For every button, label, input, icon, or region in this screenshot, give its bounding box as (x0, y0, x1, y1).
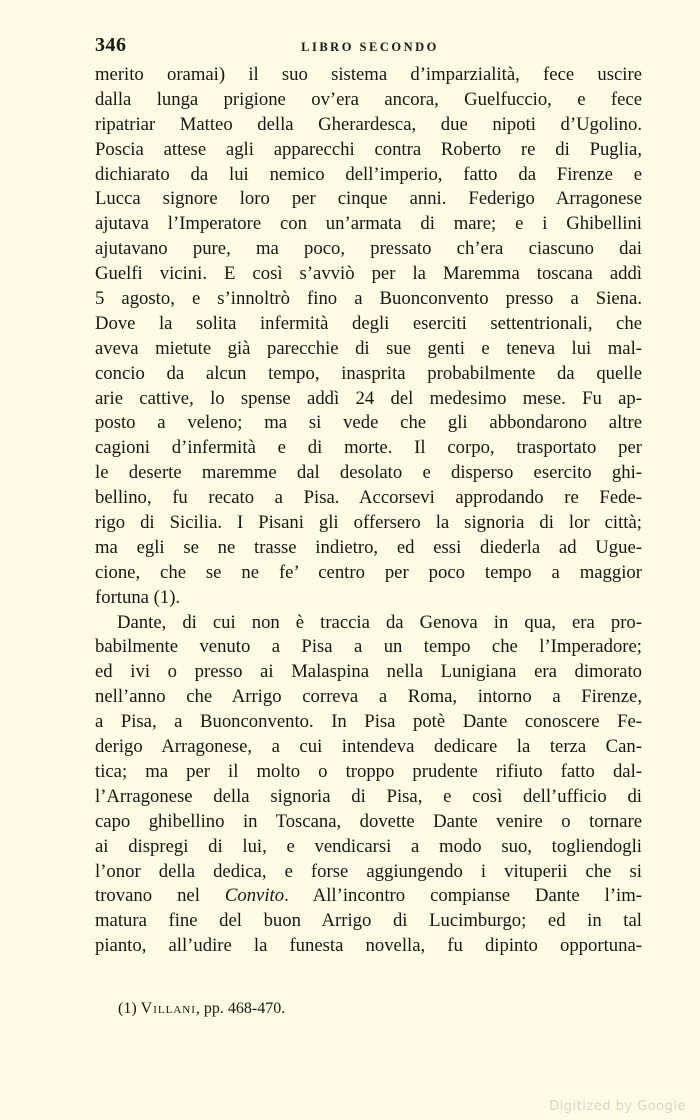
text-line: ma egli se ne trasse indietro, ed essi diederla ad Ugue- (95, 536, 642, 558)
text-run: . All’incontro compianse Dante l’im- (284, 885, 642, 907)
text-line: aveva mietute già parecchie di sue genti e teneva lui mal- (95, 337, 642, 359)
text-line: matura fine del buon Arrigo di Lucimburgo; ed in tal (95, 910, 642, 932)
page-header (95, 34, 645, 60)
text-line: ajutavano pure, ma poco, pressato ch’era ciascuno dai (95, 238, 642, 260)
text-line: nell’anno che Arrigo correva a Roma, intorno a Firenze, (95, 686, 642, 708)
text-line (95, 884, 642, 909)
text-line: babilmente venuto a Pisa a un tempo che l’Imperadore; (95, 636, 642, 658)
text-line: Poscia attese agli apparecchi contra Roberto re di Puglia, (95, 138, 642, 160)
paragraph (95, 611, 642, 959)
footnote-author: Villani (140, 1000, 196, 1017)
paragraph (95, 63, 642, 611)
text-line: fortuna (1). (95, 586, 181, 608)
text-line: ripatriar Matteo della Gherardesca, due nipoti d’Ugolino. (95, 113, 642, 135)
text-line: dalla lunga prigione ov’era ancora, Guelfuccio, e fece (95, 88, 642, 110)
text-line: cione, che se ne fe’ centro per poco tempo a maggior (95, 561, 642, 583)
digitization-watermark: Digitized by Google (549, 1099, 686, 1114)
body-text (95, 63, 642, 959)
footnote (118, 1000, 285, 1018)
text-line: Guelfi vicini. E così s’avviò per la Maremma toscana addì (95, 263, 642, 285)
text-line: merito oramai) il suo sistema d’imparzialità, fece uscire (95, 64, 642, 85)
text-line: tica; ma per il molto o troppo prudente rifiuto fatto dal- (95, 760, 642, 782)
text-line: Lucca signore loro per cinque anni. Federigo Arragonese (95, 188, 642, 210)
text-line: Dove la solita infermità degli eserciti settentrionali, che (95, 312, 642, 334)
text-line: cagioni d’infermità e di morte. Il corpo, trasportato per (95, 437, 642, 459)
text-line: 5 agosto, e s’innoltrò fino a Buonconvento presso a Siena. (95, 288, 642, 310)
text-line: bellino, fu recato a Pisa. Accorsevi approdando re Fede- (95, 487, 642, 509)
text-run: trovano nel (95, 885, 225, 907)
text-line: rigo di Sicilia. I Pisani gli offersero la signoria di lor città; (95, 512, 642, 534)
running-head: LIBRO SECONDO (301, 40, 439, 54)
text-line: l’onor della dedica, e forse aggiungendo i vituperii che si (95, 860, 642, 882)
text-line: Dante, di cui non è traccia da Genova in qua, era pro- (117, 611, 642, 633)
footnote-reference: , pp. 468-470. (195, 1000, 286, 1017)
text-line: capo ghibellino in Toscana, dovette Dante venire o tornare (95, 810, 642, 832)
text-line: l’Arragonese della signoria di Pisa, e così dell’ufficio di (95, 785, 642, 807)
text-line: pianto, all’udire la funesta novella, fu dipinto opportuna- (95, 935, 642, 957)
text-line: ai dispregi di lui, e vendicarsi a modo suo, togliendogli (95, 835, 642, 857)
text-line: ed ivi o presso ai Malaspina nella Lunigiana era dimorato (95, 661, 642, 683)
text-line: arie cattive, lo spense addì 24 del medesimo mese. Fu ap- (95, 387, 642, 409)
text-line: concio da alcun tempo, inasprita probabilmente da quelle (95, 362, 642, 384)
text-line: derigo Arragonese, a cui intendeva dedicare la terza Can- (95, 736, 642, 758)
text-line: a Pisa, a Buonconvento. In Pisa potè Dante conoscere Fe- (95, 711, 642, 733)
book-title-italic: Convito (224, 885, 285, 907)
text-line: ajutava l’Imperatore con un’armata di mare; e i Ghibellini (95, 213, 642, 235)
text-line: dichiarato da lui nemico dell’imperio, fatto da Firenze e (95, 163, 642, 185)
footnote-mark: (1) (118, 1000, 137, 1017)
text-line: le deserte maremme dal desolato e disperso esercito ghi- (95, 462, 642, 484)
page-number: 346 (95, 34, 127, 56)
text-line: posto a veleno; ma si vede che gli abbondarono altre (95, 412, 642, 434)
